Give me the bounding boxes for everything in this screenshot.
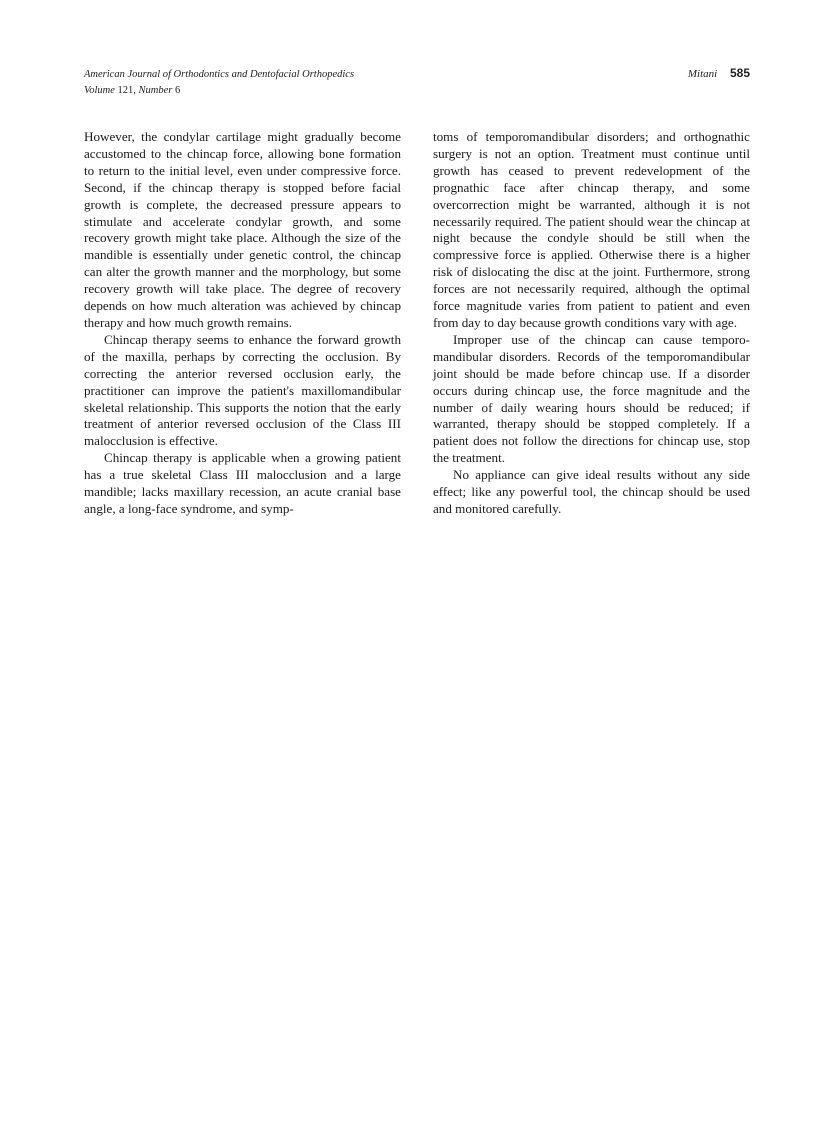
volume-number: 121 xyxy=(117,85,134,96)
paragraph: toms of temporomandibular disorders; and orthognathic surgery is not an option. Treatment must continue until growth has ceased to prevent redevelopment of the prognathic face after chincap therapy, and some overcorrection might be warranted, although it is not necessarily required. The patient should wear the chincap at night because the condyle should be still when the compressive force is applied. Otherwise there is a higher risk of dislocating the disc at the joint. Furthermore, strong forces are not necessarily required, although the optimal force magnitude varies from patient to patient and even from day to day because growth conditions vary with age. xyxy=(433,129,750,330)
author-name: Mitani xyxy=(687,68,718,80)
paragraph: Chincap therapy is applicable when a growing patient has a true skeletal Class III malocclusion and a large mandible; lacks maxillary recession, an acute cranial base angle, a long-face syndrome, and symp- xyxy=(84,450,401,516)
journal-title: American Journal of Orthodontics and Dentofacial Orthopedics xyxy=(84,69,355,80)
paragraph: No appliance can give ideal results without any side effect; like any powerful tool, the chincap should be used and monitored carefully. xyxy=(433,467,750,516)
paragraph: Improper use of the chincap can cause temporomandibular disorders. Records of the temporomandibular joint should be made before chincap use. If a disorder occurs during chincap use, the force magnitude and the number of daily wearing hours should be reduced; if warranted, therapy should be stopped completely. If a patient does not follow the directions for chincap use, stop the treatment. xyxy=(433,331,750,466)
running-header-author xyxy=(688,66,750,80)
left-column xyxy=(84,129,401,518)
page-number: 585 xyxy=(729,66,750,80)
paragraph: However, the condylar cartilage might gradually become accustomed to the chincap force, allowing bone formation to return to the initial level, even under compressive force. Second, if the chincap therapy is stopped before facial growth is complete, the decreased pressure appears to stimulate and accelerate condylar growth, and some recovery growth might take place. Although the size of the mandible is essentially under genetic control, the chincap can alter the growth manner and the morphology, but some recovery growth will take place. The degree of recovery depends on how much alteration was achieved by chincap therapy and how much growth remains. xyxy=(84,129,401,330)
number-label: Number xyxy=(138,85,173,96)
running-header-journal xyxy=(84,67,354,99)
number-value: 6 xyxy=(175,85,181,96)
volume-issue: Volume 121, Number 6 xyxy=(84,85,181,96)
paragraph: Chincap therapy seems to enhance the forward growth of the maxilla, perhaps by correcting the occlusion. By correcting the anterior reversed occlusion early, the practitioner can improve the patient's maxillomandibular skeletal relationship. This supports the notion that the early treatment of anterior reversed occlusion of the Class III malocclusion is effective. xyxy=(84,331,401,449)
right-column xyxy=(433,129,750,518)
volume-label: Volume xyxy=(84,85,115,96)
